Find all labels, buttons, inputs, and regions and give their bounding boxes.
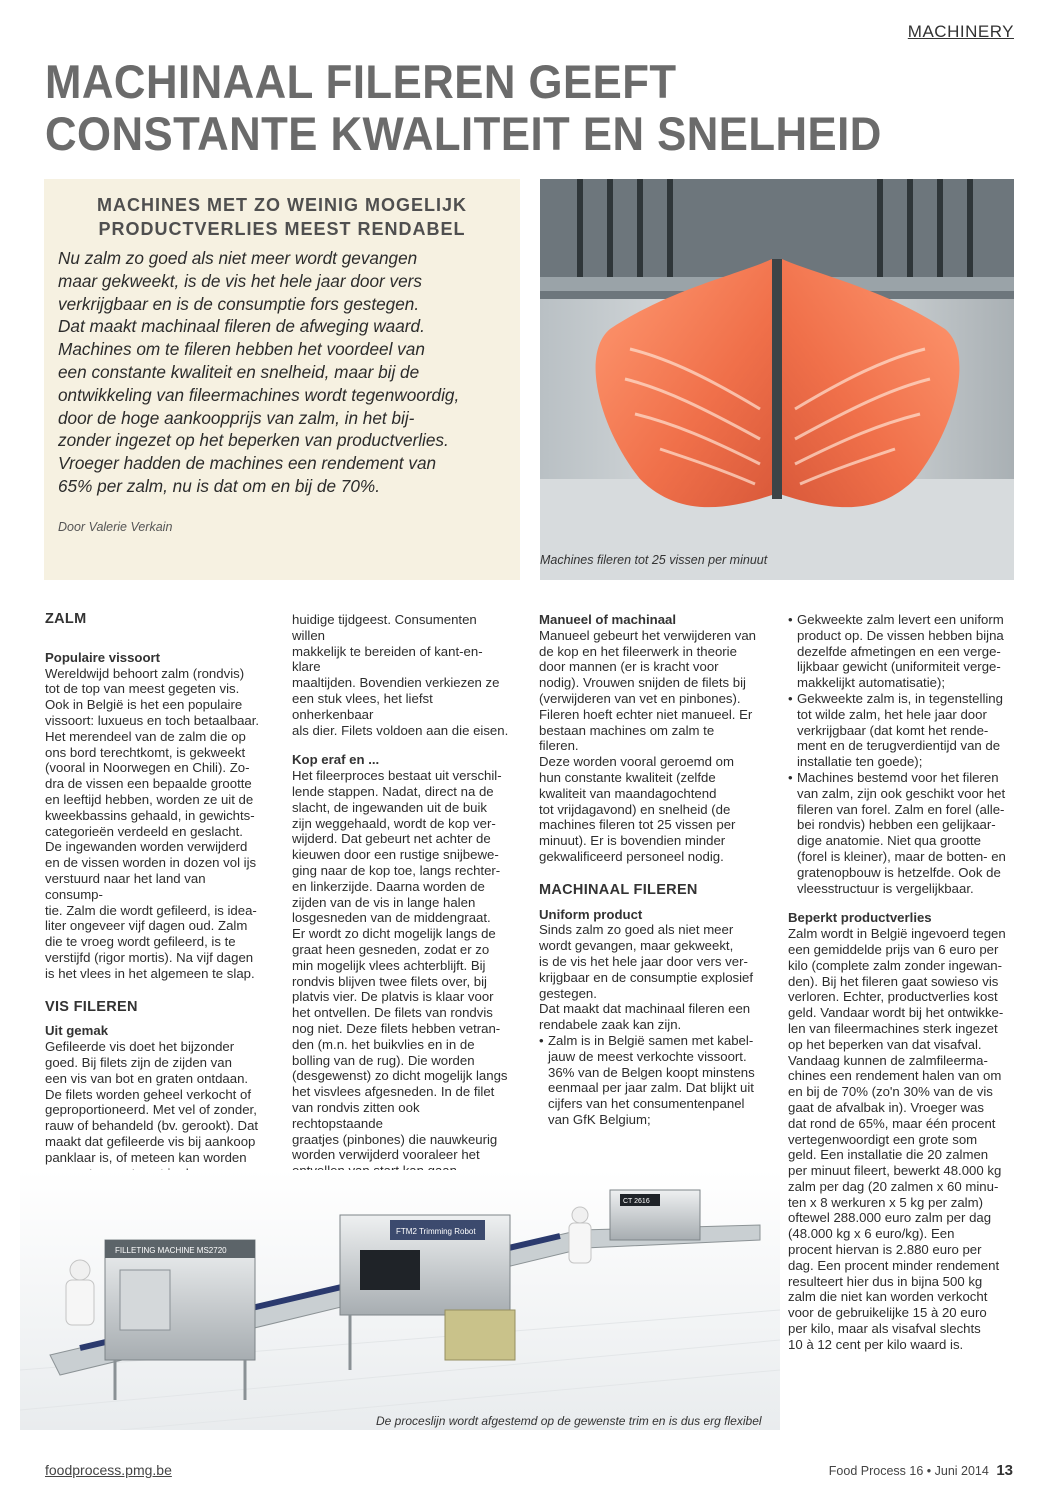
worker-figure xyxy=(569,1207,591,1263)
subheading-manueel-of-machinaal: Manueel of machinaal xyxy=(539,612,677,627)
intro-subtitle xyxy=(58,193,506,241)
machine-label-2: FTM2 Trimming Robot xyxy=(396,1227,476,1236)
article-column-1 xyxy=(45,612,263,1181)
photo-caption: Machines fileren tot 25 vissen per minuut xyxy=(540,553,768,567)
subheading-kop-eraf: Kop eraf en ... xyxy=(292,752,380,768)
crate xyxy=(445,1310,515,1360)
footer-issue-text: Food Process 16 • Juni 2014 xyxy=(828,1464,989,1478)
paragraph: Manueel gebeurt het verwijderen van de kop en het fileerwerk in theorie door mannen (er is kracht voor nodig). Vrouwen snijden de filets bij (verwijderen van vet en pinbones). Fileren hoeft echter niet manueel. Er bestaan machines om zalm te fileren. Deze worden vooral geroemd om hun constante kwaliteit (zelfde kwaliteit van maandagochtend tot vrijdagavond) en snelheid (de machines fileren tot 25 vissen per minuut). Er is bovendien minder gekwalificeerd personeel nodig. xyxy=(539,627,756,864)
section-heading-machinaal-fileren: MACHINAAL FILEREN xyxy=(539,881,698,898)
machine-label-1: FILLETING MACHINE MS2720 xyxy=(115,1246,227,1255)
bullet-text: Gekweekte zalm is, in tegenstelling tot wilde zalm, het hele jaar door verkrijgbaar (dat komt het rende- ment en de terugverdientijd van de installatie ten goede); xyxy=(797,690,1003,770)
article-column-3 xyxy=(539,612,757,1128)
bullet-item: • Zalm is in België samen met kabel- jauw de meest verkochte vissoort. 36% van de Belgen koopt minstens eenmaal per jaar zalm. Dat blijkt uit cijfers van het consumentenpanel van GfK Belgium; xyxy=(539,1032,755,1127)
processing-line-illustration xyxy=(20,1170,780,1430)
paragraph: Sinds zalm zo goed als niet meer wordt gevangen, maar gekweekt, is de vis het hele jaar door vers ver- krijgbaar en de consumptie explosief gestegen. Dat maakt dat machinaal fileren een rendabele zaak kan zijn. xyxy=(539,922,754,1033)
footer-issue xyxy=(829,1462,1013,1479)
intro-subtitle-line-1: MACHINES MET ZO WEINIG MOGELIJK xyxy=(96,195,467,215)
subheading-uit-gemak: Uit gemak xyxy=(45,1023,109,1039)
bullet-text: Machines bestemd voor het fileren van zalm, zijn ook geschikt voor het fileren van forel. Zalm en forel (alle- bei rondvis) hebben een gelijkaar- dige anatomie. Niet qua grootte (forel is kleiner), maar de botten- en gratenopbouw is hetzelfde. Ook de vleesstructuur is vergelijkbaar. xyxy=(797,769,1006,896)
section-heading-zalm: ZALM xyxy=(45,611,87,627)
paragraph: Zalm wordt in België ingevoerd tegen een gemiddelde prijs van 6 euro per kilo (complete zalm zonder ingewan- den). Bij het fileren gaat sowieso vis verloren. Echter, productverlies kost geld. Vandaar wordt bij het ontwikke- len van fileermachines sterk ingezet op het beperken van dat visafval. Vandaag kunnen de zalmfileerma- chines een rendement halen van om en bij de 70% (zo'n 30% van de vis gaat de afvalbak in). Vroeger was dat rond de 65%, maar één procent vertegenwoordigt een grote som geld. Een installatie die 20 zalmen per minuut fileert, bewerkt 48.000 kg zalm per dag (20 zalmen x 60 minu- ten x 8 werkuren x 5 kg per zalm) oftewel 288.000 euro zalm per dag (48.000 kg x 6 euro/kg). Een procent hiervan is 2.880 euro per dag. Een procent minder rendement resulteert hier dus in bijna 500 kg zalm die niet kan worden verkocht voor de gebruikelijke 15 à 20 euro per kilo, maar als visafval slechts 10 à 12 cent per kilo waard is. xyxy=(788,926,1006,1352)
article-column-2 xyxy=(292,612,510,1179)
headline xyxy=(45,56,947,160)
subheading-populaire-vissoort: Populaire vissoort xyxy=(45,649,161,665)
intro-subtitle-line-2: PRODUCTVERLIES MEEST RENDABEL xyxy=(98,219,466,239)
paragraph: Gefileerde vis doet het bijzonder goed. Bij filets zijn de zijden van een vis van bot en graten ontdaan. De filets worden geheel verkocht of geproportioneerd. Met vel of zonder, rauw of behandeld (bv. gerookt). Dat maakt dat gefileerde vis bij aankoop panklaar is, of meteen kan worden xyxy=(45,1039,259,1165)
paragraph: Wereldwijd behoort zalm (rondvis) tot de top van meest gegeten vis. Ook in België is het een populaire vissoort: luxueus en toch betaalbaar. Het merendeel van de zalm die op ons bord terechtkomt, is gekweekt (vooral in Noorwegen en Chili). Zo- dra de vissen een bepaalde grootte en leeftijd hebben, worden ze uit de kweekbassins gehaald, in gewichts- categorieën verdeeld en geslacht. De ingewanden worden verwijderd en de vissen worden in dozen vol ijs verstuurd naar het land van consump- tie. Zalm die wordt gefileerd, is idea- liter ongeveer vijf dagen oud. Zalm die te vroeg wordt gefileerd, is te verstijfd (rigor mortis). Na vijf dagen is het vlees in het algemeen te slap. xyxy=(45,665,260,981)
byline: Door Valerie Verkain xyxy=(58,519,173,534)
bullet-text: Gekweekte zalm levert een uniform product op. De vissen hebben bijna dezelfde afmetingen en een verge- lijkbaar gewicht (uniformiteit verge- makkelijkt automatisatie); xyxy=(797,612,1004,691)
headline-line-1: MACHINAAL FILEREN GEEFT xyxy=(45,55,677,108)
intro-text: Nu zalm zo goed als niet meer wordt gevangen maar gekweekt, is de vis het hele jaar door vers verkrijgbaar en is de consumptie fors gestegen. Dat maakt machinaal fileren de afweging waard. Machines om te fileren hebben het voordeel van een constante kwaliteit en snelheid, maar bij de ontwikkeling van fileermachines wordt tegenwoordig, door de hoge aankoopprijs van zalm, in het bij- zonder ingezet op het beperken van productverlies. Vroeger hadden de machines een rendement van 65% per zalm, nu is dat om en bij de 70%. xyxy=(58,248,460,496)
ct-unit xyxy=(610,1190,700,1240)
section-heading-vis-fileren: VIS FILEREN xyxy=(45,998,138,1015)
paragraph: Het fileerproces bestaat uit verschil- lende stappen. Nadat, direct na de slacht, de ingewanden uit de buik zijn weggehaald, wordt de kop ver- wijderd. Dat gebeurt net achter de kieuwen door een rustige snijbewe- ging naar de kop toe, langs rechter- en linkerzijde. Daarna worden de zijden van de vis in lange halen losgesneden van de middengraat. Er wordt zo dicht mogelijk langs de graat heen gesneden, zodat er zo min mogelijk vlees achterblijft. Bij rondvis blijven twee filets over, bij platvis vier. De platvis is klaar voor het ontvellen. De filets van rondvis nog niet. Deze filets hebben vetran- den (m.n. het buikvlies en in de bolling van de rug). Die worden (desgewenst) zo dicht mogelijk langs het visvlees afgesneden. In de filet van rondvis zitten ook rechtopstaande graatjes (pinbones) die nauwkeurig worden verwijderd vooraleer het xyxy=(292,768,508,1163)
machine-label-3: CT 2616 xyxy=(623,1198,650,1205)
salmon-fillet-illustration xyxy=(540,179,1014,580)
bullet-text: Zalm is in België samen met kabel- jauw de meest verkochte vissoort. 36% van de Belgen koopt minstens eenmaal per jaar zalm. Dat blijkt uit cijfers van het consumentenpanel van GfK Belgium; xyxy=(548,1032,755,1127)
article-column-4 xyxy=(788,612,1014,1353)
bullet-item: • Gekweekte zalm levert een uniform product op. De vissen hebben bijna dezelfde afmetingen en een verge- lijkbaar gewicht (uniformiteit verge- makkelijkt automatisatie); xyxy=(788,612,1004,691)
bullet-item: • Gekweekte zalm is, in tegenstelling tot wilde zalm, het hele jaar door verkrijgbaar (dat komt het rende- ment en de terugverdientijd van de installatie ten goede); xyxy=(788,690,1003,770)
paragraph: huidige tijdgeest. Consumenten willen makkelijk te bereiden of kant-en-klare maaltijden. Bovendien verkiezen ze een stuk vlees, het liefst onherkenbaar als dier. Filets voldoen aan die eisen. xyxy=(292,612,509,738)
salmon-fillet-photo xyxy=(540,179,1014,580)
intro-box xyxy=(44,179,520,580)
subheading-uniform-product: Uniform product xyxy=(539,906,643,922)
footer-website-link[interactable]: foodprocess.pmg.be xyxy=(45,1462,172,1478)
worker-figure xyxy=(66,1260,94,1325)
illustration-caption: De proceslijn wordt afgestemd op de gewenste trim en is dus erg flexibel xyxy=(376,1414,762,1428)
section-label: MACHINERY xyxy=(907,22,1014,41)
bullet-item: • Machines bestemd voor het fileren van zalm, zijn ook geschikt voor het fileren van forel. Zalm en forel (alle- bei rondvis) hebben een gelijkaar- dige anatomie. Niet qua grootte (forel is kleiner), maar de botten- en gratenopbouw is hetzelfde. Ook de vleesstructuur is vergelijkbaar. xyxy=(788,769,1006,896)
subheading-beperkt-productverlies: Beperkt productverlies xyxy=(788,910,932,926)
page-number: 13 xyxy=(996,1462,1013,1479)
headline-line-2: CONSTANTE KWALITEIT EN SNELHEID xyxy=(45,107,882,160)
